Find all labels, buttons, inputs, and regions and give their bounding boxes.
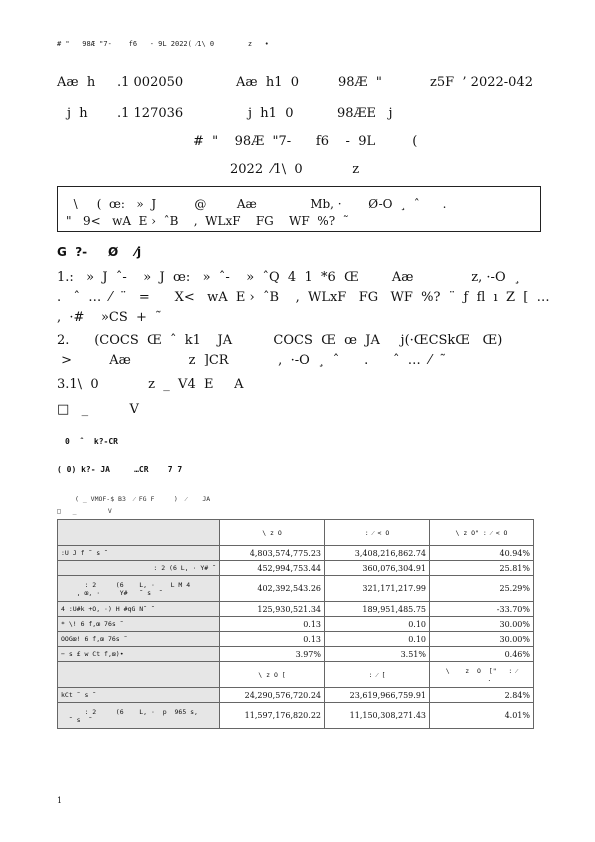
table-header-cell: : ⁄ [ [325, 662, 430, 688]
current-value: 24,290,576,720.24 [220, 688, 325, 703]
page-number: 1 [57, 796, 63, 805]
table-header-cell: \ z O [" : ⁄ . [430, 662, 534, 688]
table-header-cell: \ z O" : ⁄ < O [430, 520, 534, 546]
table-row [58, 703, 534, 729]
announcement-number: z5F ’ 2022-042 [430, 75, 533, 90]
current-value: 0.13 [220, 632, 325, 647]
paragraph-4: □ _ V [57, 402, 139, 417]
change-value: 40.94% [430, 546, 534, 561]
current-value: 452,994,753.44 [220, 561, 325, 576]
section-heading-1: G ?- Ø ⁄j [57, 245, 142, 259]
change-value: 25.81% [430, 561, 534, 576]
previous-value: 189,951,485.75 [325, 602, 430, 617]
paragraph-2-line-2: > Aæ z ]CR , ·-O ¸ ˆ . ˆ … ⁄ ˜ [57, 353, 446, 368]
table-header-cell: \ z O [220, 520, 325, 546]
table-row [58, 576, 534, 602]
previous-value: 360,076,304.91 [325, 561, 430, 576]
table-caption-line-1: ( _ VMOF-$ B3 ⁄ FG F ) ⁄ JA [75, 495, 211, 503]
table-header-cell: \ z O [ [220, 662, 325, 688]
table-row [58, 688, 534, 703]
table-row [58, 561, 534, 576]
table-header-row [58, 662, 534, 688]
notice-line-1: \ ( œ: » J @ Aæ Mb, · Ø-O ¸ ˆ . [66, 197, 447, 211]
section-heading-3: ( 0) k?- JA …CR 7 7 [57, 465, 183, 474]
paragraph-1-line-2: . ˆ … ⁄ ¨ = X< wA E › ˆB , WLxF FG WF %? ¨ ƒ fl ı Z [ … [57, 290, 550, 305]
previous-value: 0.10 [325, 617, 430, 632]
code-value-2: .1 127036 [117, 106, 184, 121]
notice-line-2: " 9< wA E › ˆB , WLxF FG WF %? ˜ [66, 214, 349, 228]
table-row [58, 617, 534, 632]
paragraph-1-line-3: , ·# »CS + ˜ [57, 310, 162, 325]
table-header-cell: : ⁄ < O [325, 520, 430, 546]
previous-value: 23,619,966,759.91 [325, 688, 430, 703]
paragraph-2-line-1: 2. (COCS Œ ˆ k1 JA COCS Œ œ JA j(·ŒCSkŒ Œ) [57, 333, 503, 348]
table-header-cell [58, 520, 220, 546]
row-label: : 2 (6 L, · L M 4 , œ, · Y# ˜ s ˜ [58, 576, 220, 602]
table-caption-line-2: □ _ V [57, 507, 112, 515]
row-label: OOGœ! 6 f,œ 76s ˜ [58, 632, 220, 647]
previous-value: 3,408,216,862.74 [325, 546, 430, 561]
name-label-1: Aæ h1 0 [236, 75, 300, 90]
name-value-1: 98Æ " [338, 75, 382, 90]
current-value: 11,597,176,820.22 [220, 703, 325, 729]
current-value: 125,930,521.34 [220, 602, 325, 617]
table-row [58, 632, 534, 647]
table-header-cell [58, 662, 220, 688]
paragraph-3: 3.1\ 0 z _ V4 E A [57, 377, 244, 392]
code-label-2: j h [67, 106, 88, 121]
change-value: 30.00% [430, 632, 534, 647]
table-header-row [58, 520, 534, 546]
row-label: * \! 6 f,œ 76s ˜ [58, 617, 220, 632]
document-title-line1: # " 98Æ "7- f6 - 9L ( [193, 134, 418, 149]
current-value: 4,803,574,775.23 [220, 546, 325, 561]
code-label-1: Aæ h [57, 75, 96, 90]
name-value-2: 98ÆE j [337, 106, 393, 121]
current-value: 0.13 [220, 617, 325, 632]
name-label-2: j h1 0 [248, 106, 294, 121]
row-label: : 2 (6 L, · p 965 s, ˜ s ˜ [58, 703, 220, 729]
code-value-1: .1 002050 [117, 75, 184, 90]
change-value: -33.70% [430, 602, 534, 617]
row-label: 4 :U#k +O, ·) H #qG N˜ ˜ [58, 602, 220, 617]
row-label: − s £ w Ct f,œ)• [58, 647, 220, 662]
change-value: 0.46% [430, 647, 534, 662]
change-value: 4.01% [430, 703, 534, 729]
change-value: 25.29% [430, 576, 534, 602]
table-row [58, 602, 534, 617]
previous-value: 0.10 [325, 632, 430, 647]
paragraph-1-line-1: 1.: » J ˆ- » J œ: » ˆ- » ˆQ 4 1 *6 Œ Aæ z, ·-O ¸ [57, 270, 521, 285]
financial-data-table [57, 519, 534, 729]
current-value: 3.97% [220, 647, 325, 662]
table-row [58, 546, 534, 561]
row-label: :U J f ˜ s ˜ [58, 546, 220, 561]
document-title-line2: 2022 ⁄1\ 0 z [230, 162, 360, 177]
previous-value: 321,171,217.99 [325, 576, 430, 602]
row-label: : 2 (6 L, · Y# ˜ [58, 561, 220, 576]
previous-value: 3.51% [325, 647, 430, 662]
row-label: kCt ˜ s ˜ [58, 688, 220, 703]
section-heading-2: 0 ˆ k?-CR [65, 437, 118, 446]
change-value: 2.84% [430, 688, 534, 703]
notice-box [57, 186, 541, 232]
change-value: 30.00% [430, 617, 534, 632]
page-header: # " 98Æ "7- f6 - 9L 2022( ⁄1\ 0 z • [57, 40, 269, 48]
previous-value: 11,150,308,271.43 [325, 703, 430, 729]
current-value: 402,392,543.26 [220, 576, 325, 602]
table-row [58, 647, 534, 662]
